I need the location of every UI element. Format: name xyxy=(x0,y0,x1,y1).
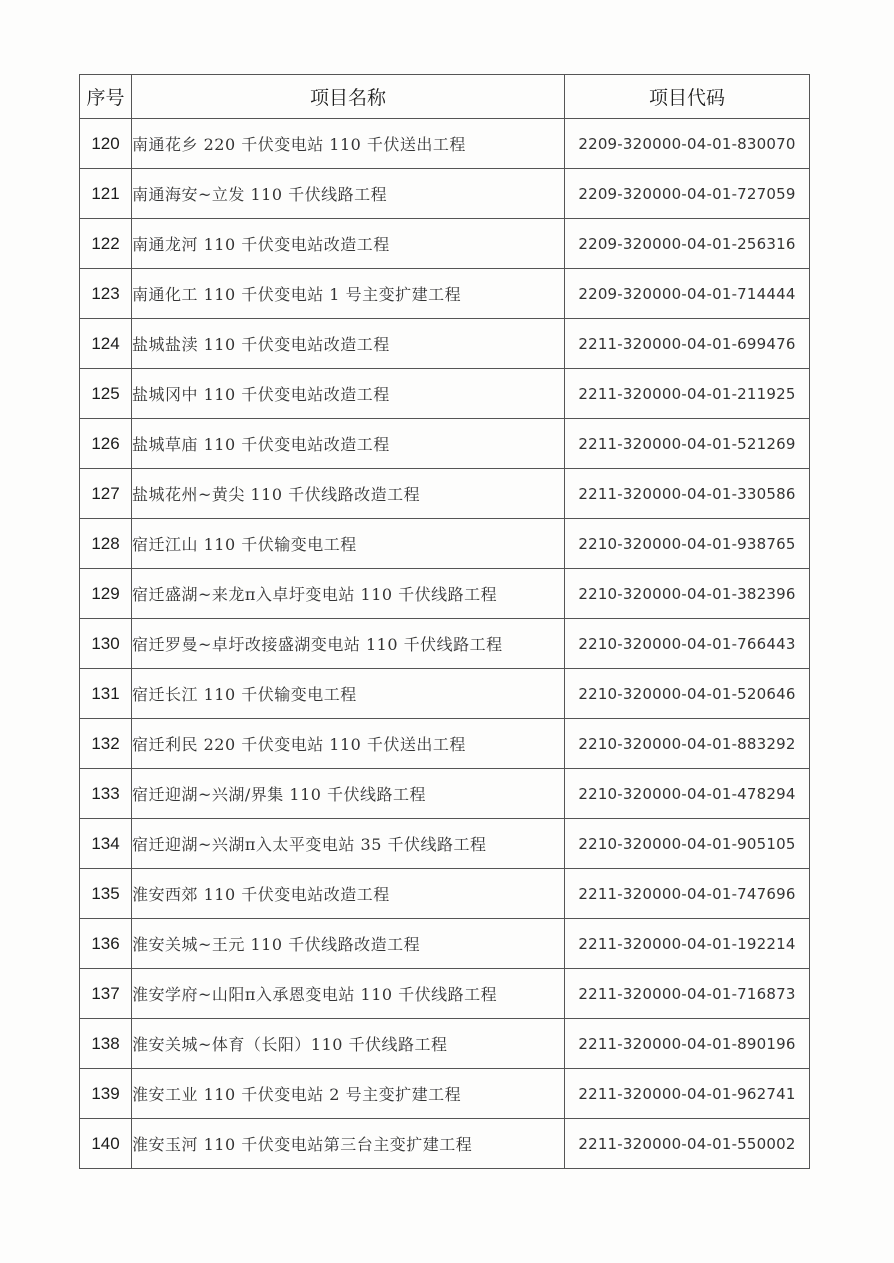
row-project-name: 宿迁迎湖~兴湖/界集 110 千伏线路工程 xyxy=(132,769,565,819)
table-row xyxy=(80,519,810,569)
row-serial-number: 122 xyxy=(80,219,132,269)
row-project-code: 2210-320000-04-01-766443 xyxy=(565,619,810,669)
row-project-code: 2210-320000-04-01-905105 xyxy=(565,819,810,869)
row-serial-number: 126 xyxy=(80,419,132,469)
row-project-code: 2211-320000-04-01-747696 xyxy=(565,869,810,919)
row-project-code: 2210-320000-04-01-520646 xyxy=(565,669,810,719)
table-row xyxy=(80,769,810,819)
row-project-code: 2211-320000-04-01-962741 xyxy=(565,1069,810,1119)
header-project-code: 项目代码 xyxy=(565,75,810,119)
row-serial-number: 120 xyxy=(80,119,132,169)
table-row xyxy=(80,919,810,969)
table-header-row xyxy=(80,75,810,119)
header-project-name: 项目名称 xyxy=(132,75,565,119)
row-project-name: 宿迁盛湖~来龙π入卓圩变电站 110 千伏线路工程 xyxy=(132,569,565,619)
row-project-name: 南通化工 110 千伏变电站 1 号主变扩建工程 xyxy=(132,269,565,319)
row-project-code: 2209-320000-04-01-256316 xyxy=(565,219,810,269)
table-row xyxy=(80,1019,810,1069)
table-body xyxy=(80,119,810,1169)
table-row xyxy=(80,869,810,919)
row-project-code: 2211-320000-04-01-716873 xyxy=(565,969,810,1019)
row-project-code: 2211-320000-04-01-890196 xyxy=(565,1019,810,1069)
row-project-code: 2211-320000-04-01-521269 xyxy=(565,419,810,469)
table-row xyxy=(80,169,810,219)
table-row xyxy=(80,1119,810,1169)
row-serial-number: 127 xyxy=(80,469,132,519)
row-project-name: 南通海安~立发 110 千伏线路工程 xyxy=(132,169,565,219)
row-project-code: 2210-320000-04-01-938765 xyxy=(565,519,810,569)
row-project-code: 2211-320000-04-01-699476 xyxy=(565,319,810,369)
row-project-code: 2210-320000-04-01-883292 xyxy=(565,719,810,769)
table-row xyxy=(80,319,810,369)
table-row xyxy=(80,219,810,269)
table-row xyxy=(80,369,810,419)
row-serial-number: 121 xyxy=(80,169,132,219)
table-row xyxy=(80,569,810,619)
row-serial-number: 130 xyxy=(80,619,132,669)
table-row xyxy=(80,119,810,169)
row-project-code: 2209-320000-04-01-830070 xyxy=(565,119,810,169)
row-project-name: 盐城花州~黄尖 110 千伏线路改造工程 xyxy=(132,469,565,519)
row-project-name: 盐城盐渎 110 千伏变电站改造工程 xyxy=(132,319,565,369)
row-serial-number: 134 xyxy=(80,819,132,869)
row-serial-number: 140 xyxy=(80,1119,132,1169)
row-serial-number: 139 xyxy=(80,1069,132,1119)
row-serial-number: 123 xyxy=(80,269,132,319)
row-project-code: 2211-320000-04-01-211925 xyxy=(565,369,810,419)
table-row xyxy=(80,819,810,869)
row-project-name: 淮安西郊 110 千伏变电站改造工程 xyxy=(132,869,565,919)
table-row xyxy=(80,619,810,669)
project-table xyxy=(79,74,810,1169)
row-project-name: 淮安工业 110 千伏变电站 2 号主变扩建工程 xyxy=(132,1069,565,1119)
header-serial-number: 序号 xyxy=(80,75,132,119)
row-project-code: 2209-320000-04-01-727059 xyxy=(565,169,810,219)
row-serial-number: 135 xyxy=(80,869,132,919)
row-serial-number: 125 xyxy=(80,369,132,419)
table-row xyxy=(80,269,810,319)
row-serial-number: 136 xyxy=(80,919,132,969)
row-project-code: 2211-320000-04-01-550002 xyxy=(565,1119,810,1169)
row-project-name: 淮安关城~体育（长阳）110 千伏线路工程 xyxy=(132,1019,565,1069)
row-project-name: 宿迁罗曼~卓圩改接盛湖变电站 110 千伏线路工程 xyxy=(132,619,565,669)
row-serial-number: 138 xyxy=(80,1019,132,1069)
row-project-name: 宿迁长江 110 千伏输变电工程 xyxy=(132,669,565,719)
row-project-name: 淮安关城~王元 110 千伏线路改造工程 xyxy=(132,919,565,969)
row-project-name: 南通花乡 220 千伏变电站 110 千伏送出工程 xyxy=(132,119,565,169)
table-row xyxy=(80,719,810,769)
row-project-name: 淮安玉河 110 千伏变电站第三台主变扩建工程 xyxy=(132,1119,565,1169)
row-serial-number: 132 xyxy=(80,719,132,769)
row-project-name: 宿迁江山 110 千伏输变电工程 xyxy=(132,519,565,569)
row-project-code: 2210-320000-04-01-478294 xyxy=(565,769,810,819)
row-project-code: 2211-320000-04-01-192214 xyxy=(565,919,810,969)
row-serial-number: 128 xyxy=(80,519,132,569)
table-row xyxy=(80,1069,810,1119)
row-project-name: 宿迁迎湖~兴湖π入太平变电站 35 千伏线路工程 xyxy=(132,819,565,869)
row-project-name: 盐城冈中 110 千伏变电站改造工程 xyxy=(132,369,565,419)
row-project-code: 2211-320000-04-01-330586 xyxy=(565,469,810,519)
row-project-name: 盐城草庙 110 千伏变电站改造工程 xyxy=(132,419,565,469)
row-serial-number: 131 xyxy=(80,669,132,719)
row-project-name: 淮安学府~山阳π入承恩变电站 110 千伏线路工程 xyxy=(132,969,565,1019)
row-project-name: 宿迁利民 220 千伏变电站 110 千伏送出工程 xyxy=(132,719,565,769)
row-serial-number: 124 xyxy=(80,319,132,369)
table-row xyxy=(80,419,810,469)
table-row xyxy=(80,469,810,519)
row-serial-number: 133 xyxy=(80,769,132,819)
row-serial-number: 137 xyxy=(80,969,132,1019)
row-serial-number: 129 xyxy=(80,569,132,619)
table-row xyxy=(80,969,810,1019)
row-project-code: 2210-320000-04-01-382396 xyxy=(565,569,810,619)
row-project-code: 2209-320000-04-01-714444 xyxy=(565,269,810,319)
table-row xyxy=(80,669,810,719)
row-project-name: 南通龙河 110 千伏变电站改造工程 xyxy=(132,219,565,269)
